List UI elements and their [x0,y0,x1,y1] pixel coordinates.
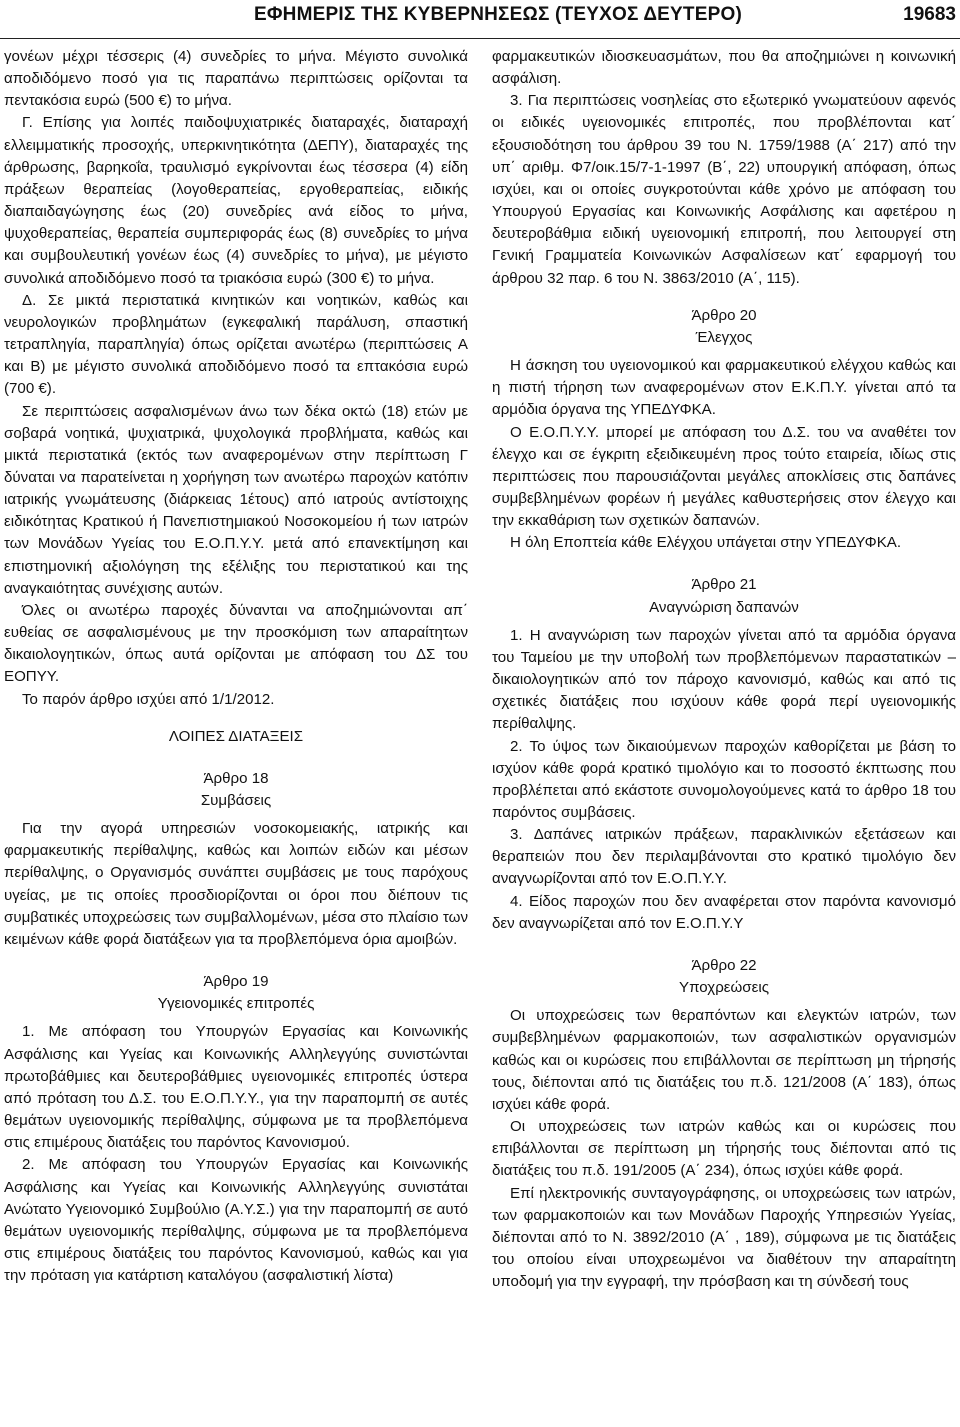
paragraph-case-d: Δ. Σε μικτά περιστατικά κινητικών και νοητικών, καθώς και νευρολογικών προβλημάτων (εγκεφαλική παράλυση, σπαστική τετραπληγία, παραπληγία) όπως ορίζεται ανωτέρω (περιπτώσεις Α και Β) με μέγιστο συνολικά αποδιδόμενο ποσό τα επτακόσια ευρώ (700 €). [4,291,468,398]
article-22-paragraph-3: Επί ηλεκτρονικής συνταγογράφησης, οι υποχρεώσεις των ιατρών, των φαρμακοποιών και των Μονάδων Παροχής Υπηρεσιών Υγείας, διέπονται από το Ν. 3892/2010 (Α΄ , 189), σύμφωνα με τις διατάξεις του οποίου είναι υποχρεωμένοι να διαθέτουν την απαραίτητη υποδομή για την εγγραφή, την πρόσβαση και τη σύνδεσή τους [492,1184,956,1291]
article-21-paragraph-2: 2. Το ύψος των δικαιούμενων παροχών καθορίζεται με βάση το ισχύον κάθε φορά κρατικό τιμολόγιο και το ποσοστό έκπτωσης που προβλέπεται από εκάστοτε συνομολογούμενες κατά το άρθρο 18 του παρόντος συμβάσεις. [492,737,956,821]
article-18-paragraph: Για την αγορά υπηρεσιών νοσοκομειακής, ιατρικής και φαρμακευτικής περίθαλψης, καθώς και λοιπών ειδών και μέσων περίθαλψης, ο Οργανισμός συνάπτει συμβάσεις με τους παρόχους υγείας, με τις οποίες προσδιορίζονται οι όροι που διέπουν τις συμβατικές υποχρεώσεις των συμβαλλομένων, μέσα στο πλαίσιο των κειμένων κάθε φορά διατάξεων για τα προβλεπόμενα όρια αμοιβών. [4,820,468,948]
article-22-paragraph-2: Οι υποχρεώσεις των ιατρών καθώς και οι κυρώσεις που επιβάλλονται σε περίπτωση μη τήρησής τους διέπονται από τις διατάξεις του π.δ. 191/2005 (Α΄ 234), όπως ισχύει κάθε φορά. [492,1118,956,1180]
article-18-title: Συμβάσεις [200,792,272,809]
paragraph-reimbursement: Όλες οι ανωτέρω παροχές δύνανται να αποζημιώνονται απ΄ ευθείας σε ασφαλισμένους με την προσκόμιση των απαραίτητων δικαιολογητικών, όπως αυτά ορίζονται με απόφαση του ΔΣ του ΕΟΠΥΥ. [4,601,468,686]
article-22-title: Υποχρεώσεις [679,979,769,997]
article-19-number: Άρθρο 19 [203,973,269,991]
paragraph-effective-date: Το παρόν άρθρο ισχύει από 1/1/2012. [22,690,275,708]
paragraph-continuation-right: φαρμακευτικών ιδιοσκευασμάτων, που θα αποζημιώνει η κοινωνική ασφάλιση. [492,48,956,88]
article-22-number: Άρθρο 22 [691,956,757,974]
paragraph-adults: Σε περιπτώσεις ασφαλισμένων άνω των δέκα οκτώ (18) ετών με σοβαρά νοητικά, ψυχιατρικά, ψυχολογικά προβλήματα, καθώς και μικτά περιστατικά (εκτός των αναφερομένων στην περίπτωση Γ δύναται να παρατείνεται η χορήγηση των ανωτέρω παροχών κατόπιν ιατρικής γνωμάτευσης (διάρκειας 1έτους) από ιατρούς αντίστοιχης ειδικότητας Κρατικού ή Πανεπιστημιακού Νοσοκομείου ή των ιατρών των Μονάδων Υγείας του Ε.Ο.Π.Υ.Υ. μετά από επανεκτίμηση και επιστημονική αξιολόγηση της εξέλιξης του περιστατικού και της αναγκαιότητας συνέχισης αυτών. [4,402,468,597]
article-21-paragraph-4: 4. Είδος παροχών που δεν αναφέρεται στον παρόντα κανονισμό δεν αναγνωρίζεται από τον Ε.Ο.Π.Υ.Υ [492,892,956,932]
page-number: 19683 [903,4,956,25]
article-20-paragraph-2: Ο Ε.Ο.Π.Υ.Υ. μπορεί με απόφαση του Δ.Σ. του να αναθέτει τον έλεγχο και σε έγκριτη εξειδικευμένη προς τούτο εταιρεία, ιδίως στις περιπτώσεις που παρουσιάζονται μεγάλες αποκλίσεις στις δαπάνες συμβεβλημένων φορέων ή μεγάλες καθυστερήσεις στον έλεγχο και την εκκαθάριση των σχετικών δαπανών. [492,423,956,530]
article-20-title: Έλεγχος [695,328,753,346]
paragraph-case-g: Γ. Επίσης για λοιπές παιδοψυχιατρικές διαταραχές, διαταραχή ελλειμματικής προσοχής, υπερκινητικότητα (ΔΕΠΥ), διαταραχές της άρθρωσης, βαρηκοΐα, τραυλισμό εγκρίνονται έως τέσσερα (4) είδη πράξεων θεραπείας (λογοθεραπείας, εργοθεραπείας, ειδικής διαπαιδαγώγησης έως (20) συνεδρίες ανά είδος το μήνα, ψυχοθεραπείας, θεραπεία συμπεριφοράς έως (8) συνεδρίες το μήνα και συμβουλευτική γονέων έως (4) συνεδρίες το μήνα), με μέγιστο συνολικά αποδιδόμενο ποσό τα τριακόσια ευρώ (300 €) το μήνα. [4,114,468,287]
article-21-paragraph-1: 1. Η αναγνώριση των παροχών γίνεται από τα αρμόδια όργανα του Ταμείου με την υποβολή των προβλεπόμενων παραστατικών – δικαιολογητικών από τον πάροχο κανονισμό, καθώς και από τις σχετικές διατάξεις που ισχύουν κάθε φορά περί υγειονομικής περίθαλψης. [492,626,956,733]
section-heading: ΛΟΙΠΕΣ ΔΙΑΤΑΞΕΙΣ [168,727,304,745]
article-18-number: Άρθρο 18 [203,769,269,787]
article-21-paragraph-3: 3. Δαπάνες ιατρικών πράξεων, παρακλινικών εξετάσεων και θεραπειών που δεν περιλαμβάνονται στο κρατικό τιμολόγιο δεν αναγνωρίζονται από τον Ε.Ο.Π.Υ.Υ. [492,826,956,888]
article-21-title: Αναγνώριση δαπανών [649,598,799,616]
article-19-paragraph-2: 2. Με απόφαση του Υπουργών Εργασίας και Κοινωνικής Ασφάλισης και Υγείας και Κοινωνικής Αλληλεγγύης συνιστάται Ανώτατο Υγειονομικό Συμβούλιο (Α.Υ.Σ.) για την παραπομπή σε αυτό θεμάτων υγειονομικής περίθαλψης, σύμφωνα με τα προβλεπόμενα στις επιμέρους διατάξεις του παρόντος Κανονισμού, καθώς και για την πρόταση για κατάρτιση καταλόγου (ασφαλιστική λίστα) [4,1156,468,1285]
page-header [0,0,960,39]
right-column [492,46,956,1293]
article-22-paragraph-1: Οι υποχρεώσεις των θεραπόντων και ελεγκτών ιατρών, των συμβεβλημένων φαρμακοποιών, των ασφαλιστικών οργανισμών καθώς και οι κυρώσεις που επιβάλλονται σε περίπτωση μη τήρησής τους, διέπονται από τις διατάξεις του π.δ. 121/2008 (Α΄ 183), όπως ισχύει κάθε φορά. [492,1007,956,1113]
gazette-title: ΕΦΗΜΕΡΙΣ ΤΗΣ ΚΥΒΕΡΝΗΣΕΩΣ (ΤΕΥΧΟΣ ΔΕΥΤΕΡΟ) [254,4,742,25]
article-20-paragraph-3: Η όλη Εποπτεία κάθε Ελέγχου υπάγεται στην ΥΠΕΔΥΦΚΑ. [510,534,902,552]
article-19-title: Υγειονομικές επιτροπές [157,995,315,1013]
paragraph-continuation: γονέων μέχρι τέσσερις (4) συνεδρίες το μήνα. Μέγιστο συνολικά αποδιδόμενο ποσό για τις παραπάνω περιπτώσεις ορίζονται τα πεντακόσια ευρώ (500 €) το μήνα. [4,48,468,110]
article-21-number: Άρθρο 21 [691,576,757,594]
article-19-paragraph-1: 1. Με απόφαση του Υπουργών Εργασίας και Κοινωνικής Ασφάλισης και Υγείας και Κοινωνικής Αλληλεγγύης συνιστώνται πρωτοβάθμιες και δευτεροβάθμιες υγειονομικές επιτροπές ύστερα από πρόταση του Δ.Σ. του Ε.Ο.Π.Υ.Υ., για την παραπομπή σε αυτές θεμάτων υγειονομικής περίθαλψης, σύμφωνα με τα προβλεπόμενα στις επιμέρους διατάξεις του παρόντος Κανονισμού. [4,1023,468,1152]
article-20-number: Άρθρο 20 [691,306,757,324]
article-20-paragraph-1: Η άσκηση του υγειονομικού και φαρμακευτικού ελέγχου καθώς και η πιστή τήρηση των αναφερομένων στον Ε.Κ.Π.Υ. γίνεται από τα αρμόδια όργανα της ΥΠΕΔΥΦΚΑ. [492,357,956,419]
left-column [4,46,468,1287]
paragraph-abroad-hospitalization: 3. Για περιπτώσεις νοσηλείας στο εξωτερικό γνωματεύουν αφενός οι ειδικές υγειονομικές επιτροπές, που προβλέπονται κατ΄ εξουσιοδότηση του άρθρου 39 του Ν. 1759/1988 (Α΄ 217) από την υπ΄ αριθμ. Φ7/οικ.15/7-1-1997 (Β΄, 22) υπουργική απόφαση, όπως ισχύει, και οι οποίες συγκροτούνται κάθε χρόνο με απόφαση του Υπουργού Εργασίας και Κοινωνικής Ασφάλισης και αφετέρου η δευτεροβάθμια ειδική υγειονομική επιτροπή, που λειτουργεί στη Γενική Γραμματεία Κοινωνικών Ασφαλίσεων κατ΄ εφαρμογή του άρθρου 32 παρ. 6 του Ν. 3863/2010 (Α΄, 115). [492,92,956,287]
